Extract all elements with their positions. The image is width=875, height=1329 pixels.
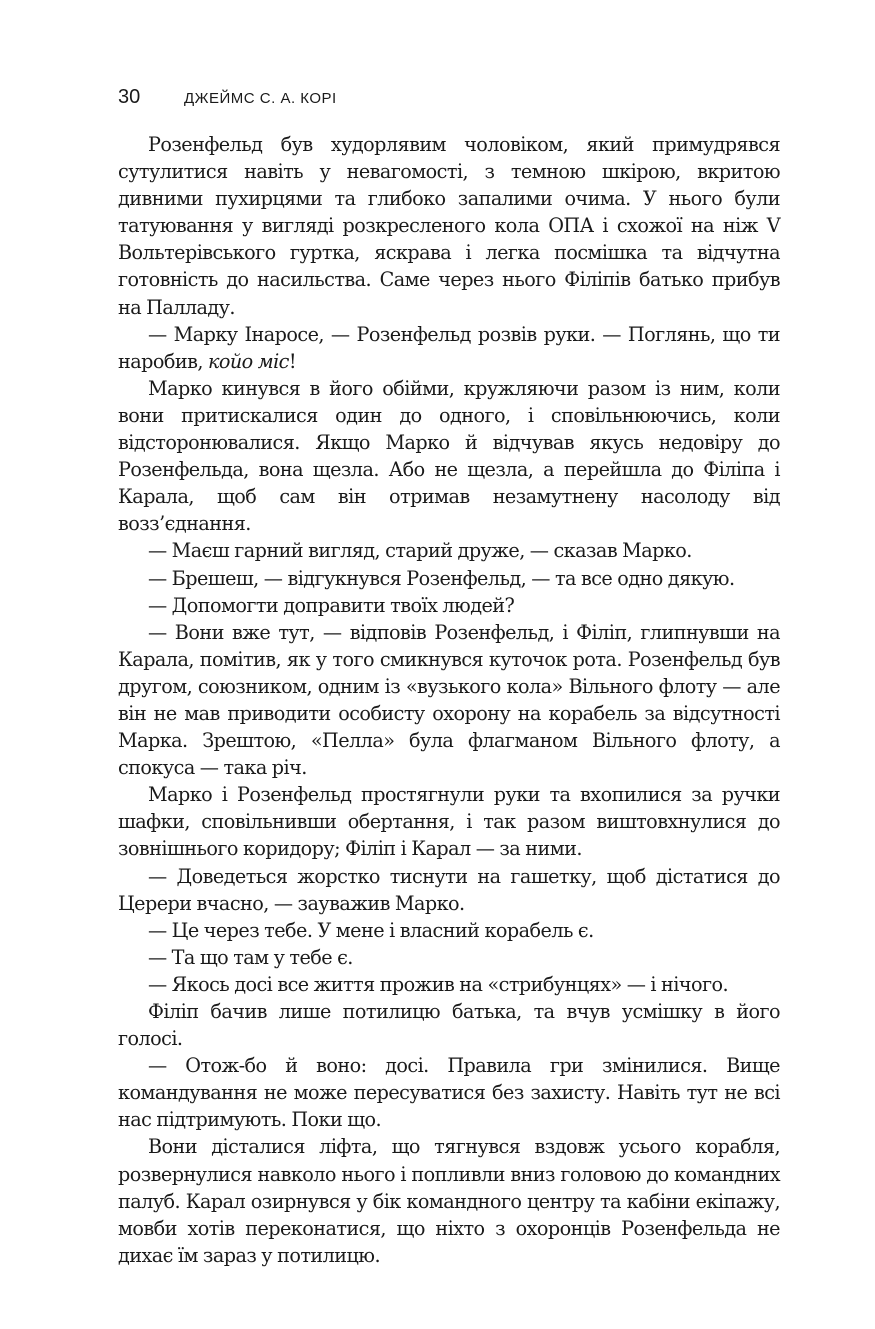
paragraph: — Отож-бо й воно: досі. Правила гри змінилися. Вище командування не може пересуватися без захисту. Навіть тут не всі нас підтримують. Поки що.: [118, 1054, 780, 1132]
paragraph: [118, 321, 780, 375]
running-header: [118, 86, 337, 110]
page-number: 30: [118, 86, 141, 108]
paragraph: Філіп бачив лише потилицю батька, та вчув усмішку в його голосі.: [118, 1000, 780, 1051]
paragraph: Вони дісталися ліфта, що тягнувся вздовж усього корабля, розвернулися навколо нього і попливли вниз головою до командних палуб. Карал озирнувся у бік командного центру та кабіни екіпажу, мовби хотів переконатися, що ніхто з охоронців Розенфельда не дихає їм зараз у потилицю.: [118, 1135, 780, 1267]
dialogue-text-end: !: [288, 349, 297, 373]
paragraph: — Та що там у тебе є.: [148, 945, 353, 969]
paragraph: — Вони вже тут, — відповів Розенфельд, і Філіп, глипнувши на Карала, помітив, як у того смикнувся куточок рота. Розенфельд був другом, союзником, одним із «вузького кола» Вільного флоту — але він не мав приводити особисту охорону на корабель за відсутності Марка. Зрештою, «Пелла» була флагманом Вільного флоту, а спокуса — така річ.: [118, 620, 780, 780]
body-text: [118, 131, 780, 1269]
paragraph: — Маєш гарний вигляд, старий друже, — сказав Марко.: [148, 539, 692, 563]
paragraph: — Брешеш, — відгукнувся Розенфельд, — та все одно дякую.: [148, 566, 735, 590]
paragraph: — Це через тебе. У мене і власний корабель є.: [148, 918, 594, 942]
paragraph: Марко кинувся в його обійми, кружляючи разом із ним, коли вони притискалися один до одного, і сповільнюючись, коли відсторонювалися. Якщо Марко й відчував якусь недовіру до Розенфельда, вона щезла. Або не щезла, а перейшла до Філіпа і Карала, щоб сам він отримав незамутнену насолоду від возз’єднання.: [118, 376, 780, 536]
paragraph: — Доведеться жорстко тиснути на гашетку, щоб дістатися до Церери вчасно, — зауважив Марко.: [118, 864, 780, 915]
book-author: ДЖЕЙМС С. А. КОРІ: [184, 90, 337, 107]
italic-phrase: койо міс: [207, 349, 289, 373]
dialogue-text: — Марку Інаросе, — Розенфельд розвів руки. — Поглянь, що ти наробив,: [118, 322, 780, 373]
paragraph: — Якось досі все життя прожив на «стрибунцях» — і нічого.: [148, 972, 729, 996]
paragraph: Марко і Розенфельд простягнули руки та вхопилися за ручки шафки, сповільнивши обертання, і так разом виштовхнулися до зовнішнього коридору; Філіп і Карал — за ними.: [118, 783, 780, 861]
paragraph: Розенфельд був худорлявим чоловіком, який примудрявся сутулитися навіть у невагомості, з темною шкірою, вкритою дивними пухирцями та глибоко запалими очима. У нього були татуювання у вигляді розкресленого кола ОПА і схожої на ніж V Вольтерівського гуртка, яскрава і легка посмішка та відчутна готовність до насильства. Саме через нього Філіпів батько прибув на Палладу.: [118, 133, 780, 319]
paragraph: — Допомогти доправити твоїх людей?: [148, 593, 515, 617]
